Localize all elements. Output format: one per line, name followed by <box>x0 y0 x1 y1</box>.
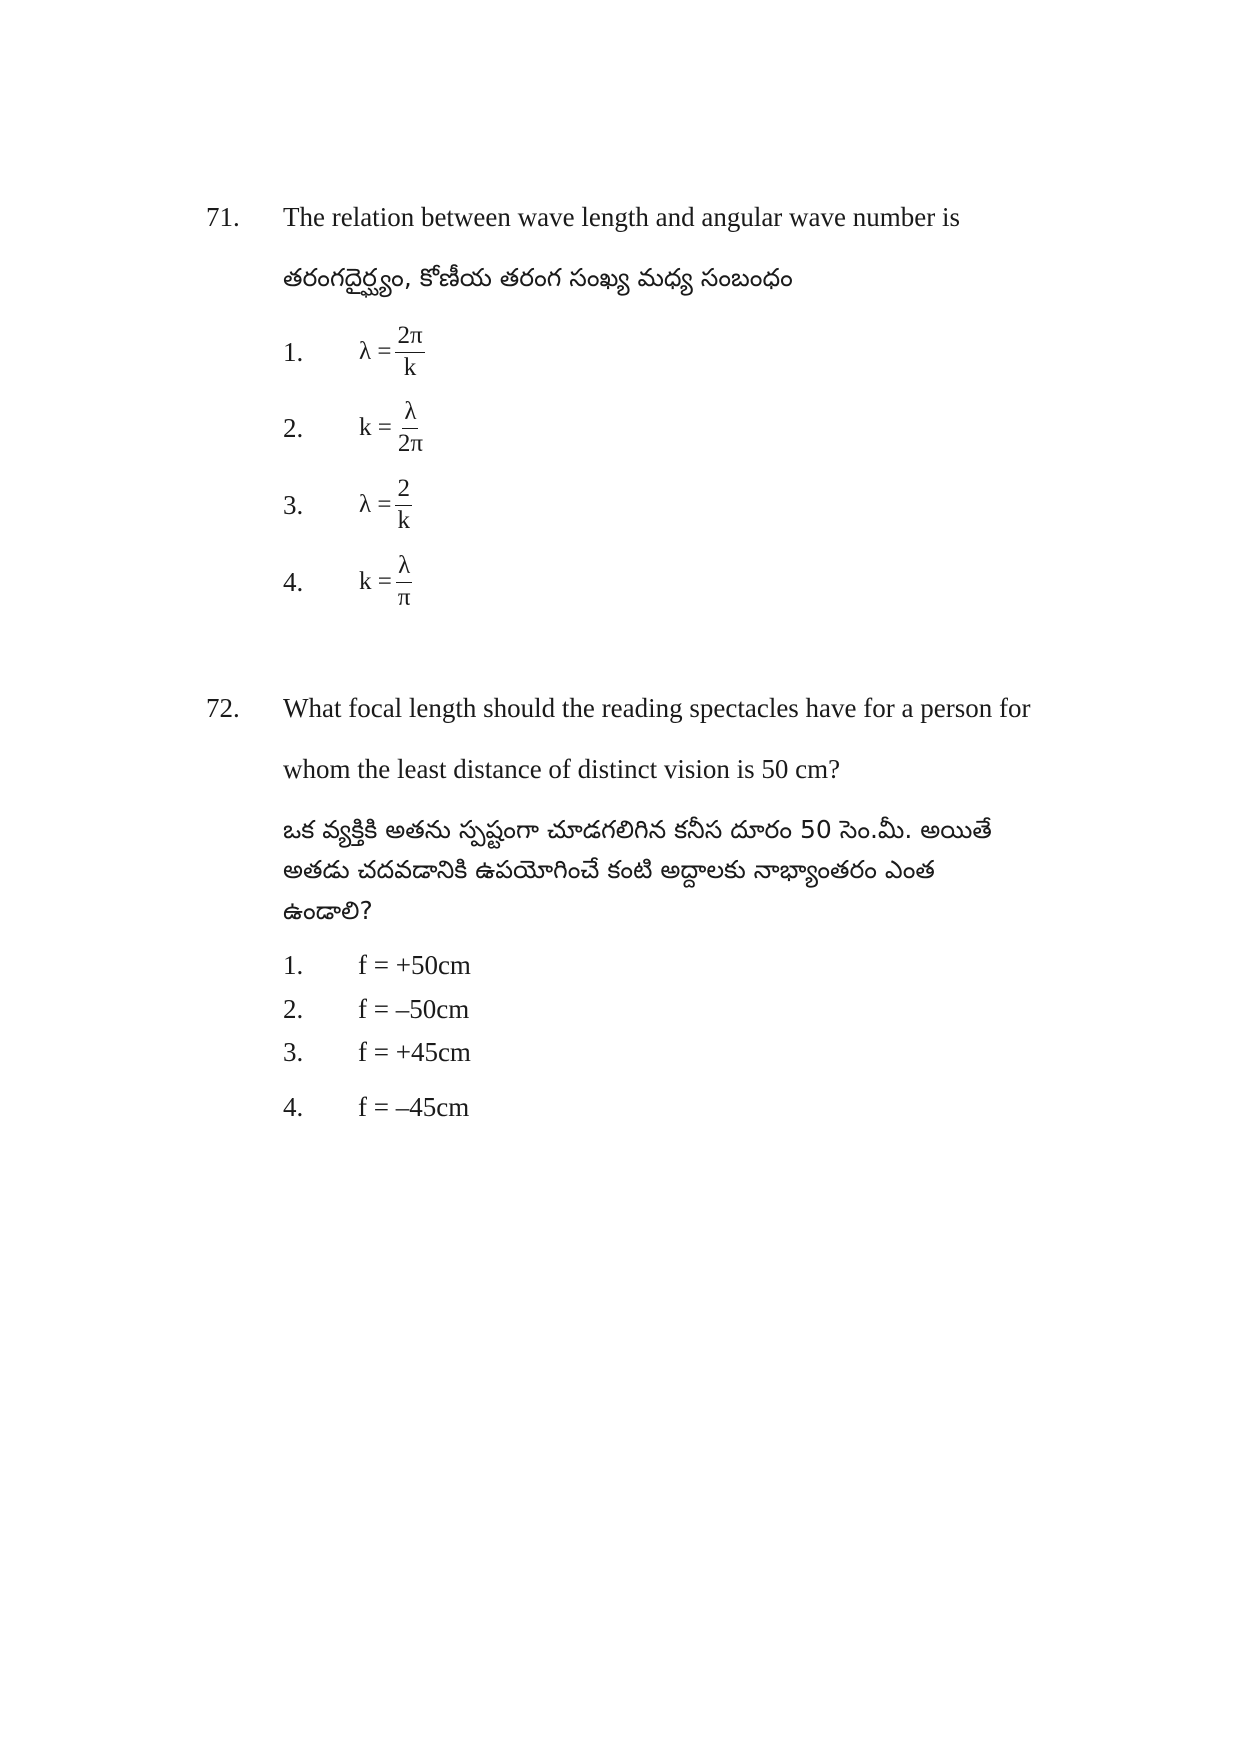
q71-option-2-fraction <box>396 398 425 459</box>
q72-option-2-value: f = –50cm <box>358 994 470 1024</box>
q72-option-1-number: 1. <box>283 950 304 980</box>
q71-option-3-fraction <box>395 475 412 536</box>
q71-option-3-lhs: λ = <box>359 491 392 518</box>
q71-option-3-numerator: 2 <box>395 475 412 506</box>
q71-option-3-denominator: k <box>397 506 410 534</box>
question-72-text-telugu-line-2: అతడు చదవడానికి ఉపయోగించే కంటి అద్దాలకు నాభ్యాంతరం ఎంత <box>283 855 935 884</box>
q71-option-4-fraction <box>396 552 413 613</box>
q71-option-2-denominator: 2π <box>397 429 423 457</box>
question-71-number: 71. <box>206 202 240 232</box>
q71-option-4-denominator: π <box>397 583 411 611</box>
question-72-text-telugu-line-1: ఒక వ్యక్తికి అతను స్పష్టంగా చూడగలిగిన కనీస దూరం 50 సెం.మీ. అయితే <box>283 815 992 844</box>
q71-option-4-number: 4. <box>283 567 304 597</box>
q71-option-4-equation <box>359 542 412 622</box>
q72-option-3-number: 3. <box>283 1037 304 1067</box>
q71-option-3-equation <box>359 465 412 545</box>
q71-option-2-equation <box>359 388 425 468</box>
question-72-number: 72. <box>206 693 240 723</box>
question-72-text-english-line-2: whom the least distance of distinct vision is 50 cm? <box>283 754 841 784</box>
q72-option-4-number: 4. <box>283 1092 304 1122</box>
q71-option-4-numerator: λ <box>396 552 412 583</box>
q71-option-1-fraction <box>395 322 424 383</box>
q71-option-1-denominator: k <box>403 353 417 381</box>
q72-option-2-number: 2. <box>283 994 304 1024</box>
question-71-text-english: The relation between wave length and angular wave number is <box>283 202 960 232</box>
q71-option-1-number: 1. <box>283 337 304 367</box>
q72-option-1-value: f = +50cm <box>358 950 471 980</box>
q71-option-1-equation <box>359 312 425 392</box>
q71-option-1-lhs: λ = <box>359 338 392 365</box>
q71-option-1-numerator: 2π <box>395 322 424 353</box>
question-71-text-telugu: తరంగదైర్ఘ్యం, కోణీయ తరంగ సంఖ్య మధ్య సంబంధం <box>283 263 793 292</box>
q71-option-3-number: 3. <box>283 490 304 520</box>
q72-option-4-value: f = –45cm <box>358 1092 470 1122</box>
q71-option-2-lhs: k = <box>359 414 392 441</box>
q71-option-2-number: 2. <box>283 413 304 443</box>
question-72-text-telugu-line-3: ఉండాలి? <box>283 896 373 925</box>
question-72-text-english-line-1: What focal length should the reading spectacles have for a person for <box>283 693 1031 723</box>
q71-option-2-numerator: λ <box>402 398 418 429</box>
q72-option-3-value: f = +45cm <box>358 1037 471 1067</box>
q71-option-4-lhs: k = <box>359 568 392 595</box>
